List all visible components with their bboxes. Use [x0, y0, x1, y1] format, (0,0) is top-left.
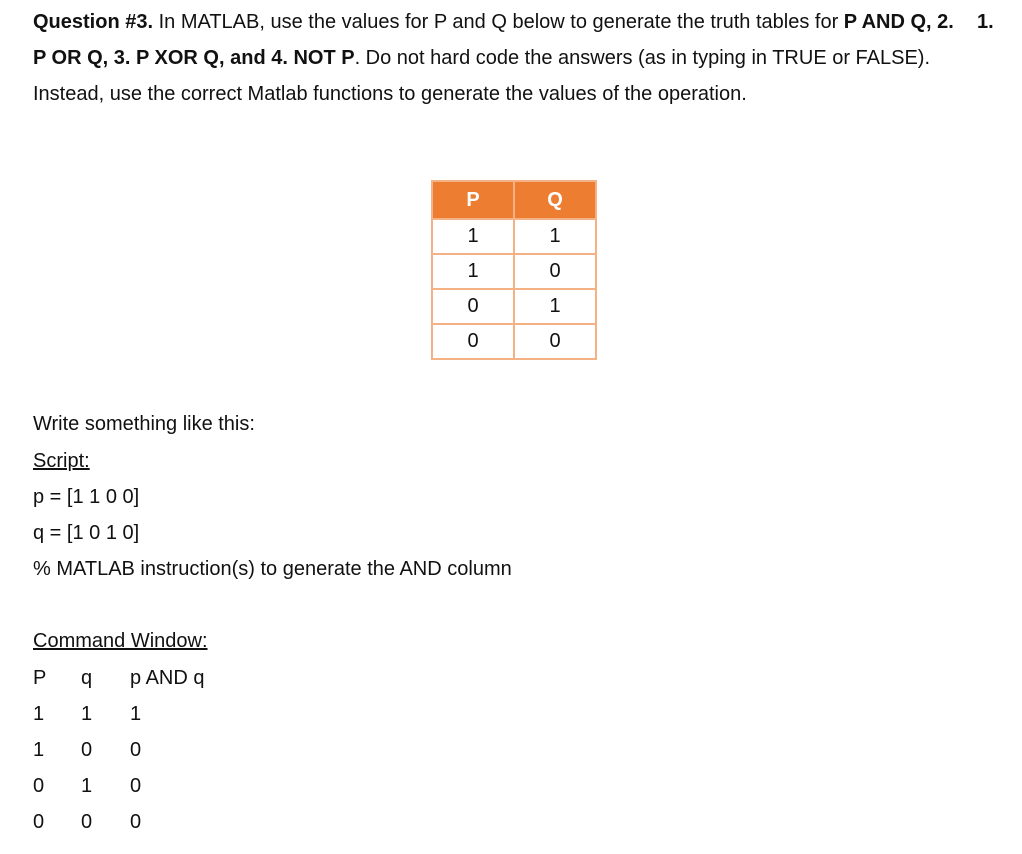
table-cell: 0: [514, 254, 596, 289]
cw-cell: 0: [130, 739, 142, 761]
script-comment: % MATLAB instruction(s) to generate the AND column: [33, 558, 512, 580]
cw-cell: 1: [33, 703, 45, 725]
cw-cell: 0: [81, 811, 93, 833]
cw-cell: 0: [33, 811, 45, 833]
cw-cell: 0: [33, 775, 45, 797]
question-operations: P AND Q, 2. P OR Q, 3. P XOR Q, and 4. NOT P: [33, 11, 954, 69]
table-row: [432, 219, 596, 254]
list-number: 1.: [977, 11, 994, 33]
cw-cell: 0: [130, 775, 142, 797]
table-cell: 1: [514, 219, 596, 254]
cw-cell: 1: [81, 703, 93, 725]
example-intro: Write something like this:: [33, 413, 255, 435]
truth-table-header-p: P: [432, 181, 514, 219]
script-line-p: p = [1 1 0 0]: [33, 486, 140, 508]
cw-cell: 0: [81, 739, 93, 761]
cw-cell: 1: [130, 703, 142, 725]
cw-cell: 0: [130, 811, 142, 833]
table-row: [432, 289, 596, 324]
table-cell: 0: [432, 324, 514, 359]
cw-header-p: P: [33, 667, 47, 689]
question-paragraph: [33, 4, 963, 112]
table-cell: 0: [432, 289, 514, 324]
table-row: [432, 324, 596, 359]
truth-table: [431, 180, 597, 360]
question-label: Question #3.: [33, 11, 154, 33]
cw-header-and: p AND q: [130, 667, 205, 689]
script-line-q: q = [1 0 1 0]: [33, 522, 140, 544]
script-label: Script:: [33, 450, 90, 472]
cw-header-q: q: [81, 667, 93, 689]
table-cell: 0: [514, 324, 596, 359]
table-row: [432, 254, 596, 289]
table-cell: 1: [432, 219, 514, 254]
truth-table-header-row: [432, 181, 596, 219]
cw-cell: 1: [33, 739, 45, 761]
table-cell: 1: [514, 289, 596, 324]
question-text-2: . Do not hard code the answers (as in typing in TRUE or FALSE). Instead, use the correct Matlab functions to generate the values of the operation.: [33, 47, 931, 105]
table-cell: 1: [432, 254, 514, 289]
truth-table-header-q: Q: [514, 181, 596, 219]
question-text-1: In MATLAB, use the values for P and Q below to generate the truth tables for: [153, 11, 844, 33]
command-window-label: Command Window:: [33, 630, 208, 652]
cw-cell: 1: [81, 775, 93, 797]
